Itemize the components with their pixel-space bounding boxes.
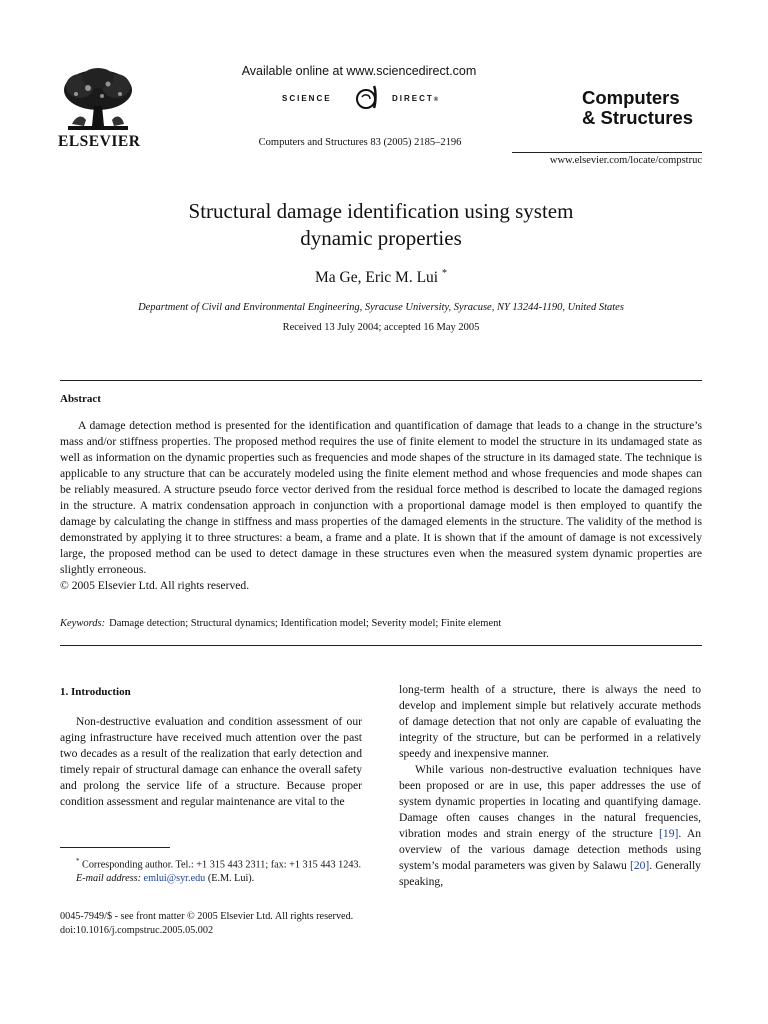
intro-paragraph-2: While various non-destructive evaluation techniques have been proposed or are in use, this paper addresses the use of system dynamic properties in locating and quantifying damage. Damage often causes changes in the natural frequencies, vibration modes and strain energy of the structure [19]. An overview of the various damage detection methods using system’s modal parameters was given by Salawu [20]. Generally speaking, <box>399 763 701 888</box>
issn-line: 0045-7949/$ - see front matter © 2005 Elsevier Ltd. All rights reserved. <box>60 911 354 922</box>
citation-19[interactable]: [19] <box>659 827 679 840</box>
email-link[interactable]: emlui@syr.edu <box>143 873 206 885</box>
front-matter-info <box>60 910 353 938</box>
journal-url[interactable]: www.elsevier.com/locate/compstruc <box>549 155 702 166</box>
received-dates: Received 13 July 2004; accepted 16 May 2005 <box>282 322 480 333</box>
author-footnote-mark[interactable]: * <box>441 268 447 279</box>
publisher-name: ELSEVIER <box>58 133 141 150</box>
author-list: Ma Ge, Eric M. Lui * <box>315 268 447 287</box>
citation-20[interactable]: [20] <box>629 859 650 872</box>
journal-title: Computers & Structures <box>582 87 694 128</box>
section-heading-introduction: 1. Introduction <box>60 686 131 698</box>
email-note: E-mail address: emlui@syr.edu (E.M. Lui). <box>76 873 255 885</box>
sciencedirect-logo <box>282 82 452 112</box>
keywords <box>60 618 702 629</box>
keywords-text: Damage detection; Structural dynamics; Identification model; Severity model; Finite element <box>109 618 502 629</box>
article-title: Structural damage identification using system dynamic properties <box>188 199 574 250</box>
intro-paragraph-1: Non-destructive evaluation and condition assessment of our aging infrastructure have received much attention over the past two decades as a result of the realization that early detection and timely repair of structural damage can enhance the overall safety and prolong the service life of a structure. Because proper condition assessment and regular maintenance are vital to the <box>60 715 362 808</box>
abstract-text: A damage detection method is presented for the identification and quantification of damage that leads to a change in the structure’s mass and/or stiffness properties. The proposed method requires the use of finite element to model the structure in its undamaged state as well as information on the dynamic properties such as frequencies and mode shapes of the structure in its damaged state. The technique is applicable to any structure that can be accurately modeled using the finite element method and whose frequencies and mode shapes can be reliably measured. A structure pseudo force vector derived from the residual force method is described to locate the damaged regions in the structure. A matrix condensation approach in conjunction with a proportional damage model is then employed to quantify the damage by calculating the change in stiffness and mass properties of the damaged elements in the structure. The validity of the method is demonstrated by applying it to three structures: a beam, a frame and a plate. It is shown that if the amount of damage is not excessively large, the proposed method can be used to detect damage in these structures even when the measured system dynamic properties are slightly erroneous. <box>60 419 702 576</box>
corresponding-author-note: * Corresponding author. Tel.: +1 315 443 2311; fax: +1 315 443 1243. <box>76 857 362 871</box>
sciencedirect-right-text: DIRECT® <box>392 94 439 103</box>
keywords-label: Keywords: <box>60 618 106 629</box>
doi-line[interactable]: doi:10.1016/j.compstruc.2005.05.002 <box>60 925 214 936</box>
abstract-top-rule <box>60 380 702 381</box>
sciencedirect-d-icon <box>348 82 388 112</box>
available-online: Available online at www.sciencedirect.com <box>241 64 477 78</box>
footnote-rule <box>60 847 170 848</box>
sciencedirect-left-text: SCIENCE <box>282 94 332 103</box>
elsevier-tree-icon <box>58 66 138 132</box>
journal-reference: Computers and Structures 83 (2005) 2185–2196 <box>258 137 462 148</box>
left-column <box>60 714 362 810</box>
footnote <box>60 854 362 886</box>
intro-paragraph-1-continued: long-term health of a structure, there is always the need to develop and implement simple but relatively accurate methods of damage detection that not only are capable of evaluating the integrity of the structure, but can be performed in a relatively speedy and inexpensive manner. <box>399 683 701 760</box>
abstract-heading: Abstract <box>60 393 101 405</box>
header-divider <box>512 152 702 153</box>
abstract-copyright: © 2005 Elsevier Ltd. All rights reserved. <box>60 579 250 592</box>
affiliation: Department of Civil and Environmental Engineering, Syracuse University, Syracuse, NY 13244-1190, United States <box>138 302 624 313</box>
abstract-bottom-rule <box>60 645 702 646</box>
elsevier-logo <box>58 66 141 150</box>
right-column <box>399 682 701 890</box>
abstract-body <box>60 418 702 594</box>
